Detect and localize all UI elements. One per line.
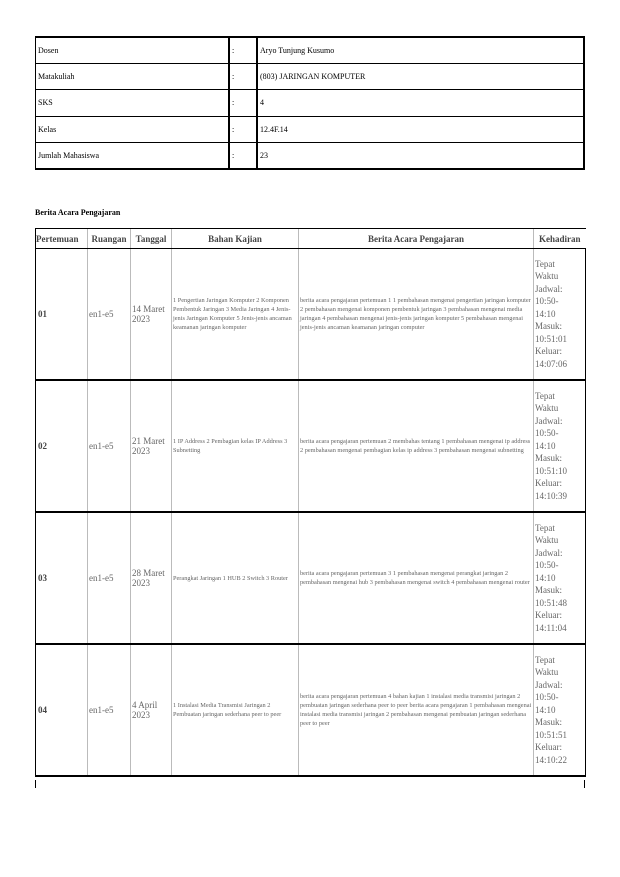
kehadiran-line: Keluar: bbox=[535, 742, 562, 753]
course-info-table bbox=[35, 36, 585, 170]
kehadiran-line: 10:51:10 bbox=[535, 465, 568, 476]
info-value: (803) JARINGAN KOMPUTER bbox=[257, 64, 584, 90]
kehadiran-line: Waktu bbox=[535, 403, 559, 414]
kehadiran-line: 14:10 bbox=[535, 704, 556, 715]
kehadiran-line: Waktu bbox=[535, 535, 559, 546]
kehadiran-line: 10:50- bbox=[535, 428, 559, 439]
cell-berita-acara: berita acara pengajaran pertemuan 4 bahan kajian 1 instalasi media transmisi jaringan 2 pembuatan jaringan sederhana peer to peer berita acara pengajaran 1 pembahasan mengenai instalasi media transmisi jaringan 2 pembahasan mengenai pembuatan jaringan sederhana peer to peer bbox=[299, 644, 534, 776]
kehadiran-line: 14:11:04 bbox=[535, 622, 567, 633]
cell-ruangan: en1-e5 bbox=[88, 249, 131, 381]
cell-pertemuan: 04 bbox=[36, 644, 88, 776]
info-label: Kelas bbox=[36, 116, 230, 142]
kehadiran-line: Jadwal: bbox=[535, 547, 563, 558]
header-berita-acara: Berita Acara Pengajaran bbox=[299, 229, 534, 249]
kehadiran-line: Keluar: bbox=[535, 478, 562, 489]
kehadiran-line: Tepat bbox=[535, 522, 555, 533]
cell-berita-acara: berita acara pengajaran pertemuan 3 1 pembahasan mengenai perangkat jaringan 2 pembahasan mengenai hub 3 pembahasan mengenai switch 4 pembahasan mengenai router bbox=[299, 512, 534, 644]
cell-berita-acara: berita acara pengajaran pertemuan 1 1 pembahasan mengenai pengertian jaringan komputer 2 pembahasan mengenai komponen pembentuk jaringan 3 pembahasan mengenai media jaringan 4 pembahasan mengenai jenis-jenis jaringan komputer 5 pembahasan mengenai jenis-jenis ancaman keamanan jaringan computer bbox=[299, 249, 534, 381]
table-continuation-line bbox=[35, 780, 36, 788]
kehadiran-line: 10:50- bbox=[535, 692, 559, 703]
info-label: SKS bbox=[36, 90, 230, 116]
kehadiran-line: Masuk: bbox=[535, 585, 562, 596]
table-continuation-line bbox=[584, 780, 585, 788]
kehadiran-line: Jadwal: bbox=[535, 283, 563, 294]
kehadiran-line: Waktu bbox=[535, 667, 559, 678]
info-label: Matakuliah bbox=[36, 64, 230, 90]
kehadiran-line: 10:50- bbox=[535, 296, 559, 307]
kehadiran-line: Keluar: bbox=[535, 610, 562, 621]
header-bahan-kajian: Bahan Kajian bbox=[172, 229, 299, 249]
header-kehadiran: Kehadiran bbox=[534, 229, 586, 249]
info-value: 12.4F.14 bbox=[257, 116, 584, 142]
cell-bahan-kajian: Perangkat Jaringan 1 HUB 2 Switch 3 Router bbox=[172, 512, 299, 644]
info-row bbox=[36, 37, 585, 64]
info-row bbox=[36, 64, 585, 90]
cell-kehadiran bbox=[534, 380, 586, 512]
kehadiran-line: 10:51:01 bbox=[535, 333, 568, 344]
kehadiran-line: 14:07:06 bbox=[535, 358, 568, 369]
cell-bahan-kajian: 1 IP Address 2 Pembagian kelas IP Address 3 Subnetting bbox=[172, 380, 299, 512]
info-separator: : bbox=[229, 142, 257, 169]
header-tanggal: Tanggal bbox=[131, 229, 172, 249]
info-separator: : bbox=[229, 90, 257, 116]
info-separator: : bbox=[229, 37, 257, 64]
info-label: Jumlah Mahasiswa bbox=[36, 142, 230, 169]
table-row bbox=[36, 249, 586, 381]
cell-ruangan: en1-e5 bbox=[88, 644, 131, 776]
kehadiran-line: Tepat bbox=[535, 258, 555, 269]
kehadiran-line: Tepat bbox=[535, 654, 555, 665]
kehadiran-line: Jadwal: bbox=[535, 415, 563, 426]
info-value: Aryo Tunjung Kusumo bbox=[257, 37, 584, 64]
kehadiran-line: Masuk: bbox=[535, 453, 562, 464]
kehadiran-line: 14:10 bbox=[535, 572, 556, 583]
info-row bbox=[36, 142, 585, 169]
cell-berita-acara: berita acara pengajaran pertemuan 2 membahas tentang 1 pembahasan mengenai ip address 2 pembahasan mengenai pembagian kelas ip address 3 pembahasan mengenai subnetting bbox=[299, 380, 534, 512]
cell-pertemuan: 01 bbox=[36, 249, 88, 381]
table-header-row bbox=[36, 229, 586, 249]
cell-tanggal: 4 April 2023 bbox=[131, 644, 172, 776]
cell-ruangan: en1-e5 bbox=[88, 512, 131, 644]
info-label: Dosen bbox=[36, 37, 230, 64]
kehadiran-line: Tepat bbox=[535, 390, 555, 401]
cell-kehadiran bbox=[534, 512, 586, 644]
header-pertemuan: Pertemuan bbox=[36, 229, 88, 249]
kehadiran-line: 14:10:22 bbox=[535, 754, 568, 765]
info-row bbox=[36, 90, 585, 116]
kehadiran-line: Masuk: bbox=[535, 717, 562, 728]
cell-pertemuan: 03 bbox=[36, 512, 88, 644]
table-row bbox=[36, 512, 586, 644]
kehadiran-line: 10:50- bbox=[535, 560, 559, 571]
kehadiran-line: Masuk: bbox=[535, 321, 562, 332]
kehadiran-line: 10:51:48 bbox=[535, 597, 568, 608]
cell-bahan-kajian: 1 Instalasi Media Transmisi Jaringan 2 Pembuatan jaringan sederhana peer to peer bbox=[172, 644, 299, 776]
cell-tanggal: 14 Maret 2023 bbox=[131, 249, 172, 381]
info-separator: : bbox=[229, 64, 257, 90]
kehadiran-line: 14:10 bbox=[535, 440, 556, 451]
info-value: 4 bbox=[257, 90, 584, 116]
cell-kehadiran bbox=[534, 644, 586, 776]
cell-tanggal: 21 Maret 2023 bbox=[131, 380, 172, 512]
teaching-record-table bbox=[35, 228, 586, 777]
kehadiran-line: Jadwal: bbox=[535, 679, 563, 690]
info-separator: : bbox=[229, 116, 257, 142]
cell-pertemuan: 02 bbox=[36, 380, 88, 512]
kehadiran-line: Waktu bbox=[535, 271, 559, 282]
kehadiran-line: 14:10 bbox=[535, 308, 556, 319]
cell-bahan-kajian: 1 Pengertian Jaringan Komputer 2 Komponen Pembentuk Jaringan 3 Media Jaringan 4 Jenis-jenis Jaringan Komputer 5 Jenis-jenis ancaman keamanan jaringan komputer bbox=[172, 249, 299, 381]
cell-kehadiran bbox=[534, 249, 586, 381]
info-value: 23 bbox=[257, 142, 584, 169]
kehadiran-line: Keluar: bbox=[535, 346, 562, 357]
table-row bbox=[36, 380, 586, 512]
kehadiran-line: 10:51:51 bbox=[535, 729, 568, 740]
info-row bbox=[36, 116, 585, 142]
section-title: Berita Acara Pengajaran bbox=[35, 208, 121, 217]
header-ruangan: Ruangan bbox=[88, 229, 131, 249]
cell-ruangan: en1-e5 bbox=[88, 380, 131, 512]
kehadiran-line: 14:10:39 bbox=[535, 490, 568, 501]
table-row bbox=[36, 644, 586, 776]
cell-tanggal: 28 Maret 2023 bbox=[131, 512, 172, 644]
